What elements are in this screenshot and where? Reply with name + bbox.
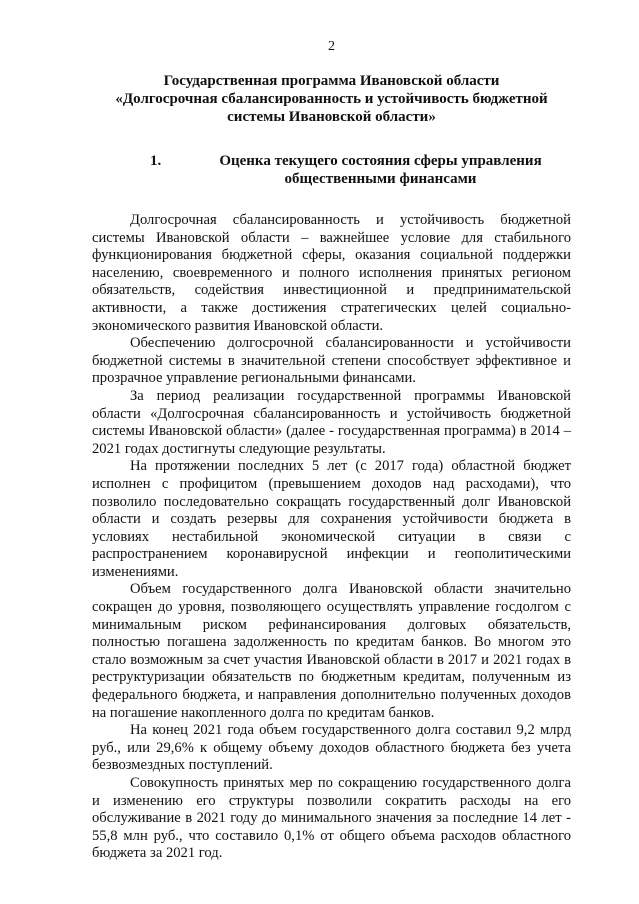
paragraph: На протяжении последних 5 лет (с 2017 года) областной бюджет исполнен с профицитом (превышением доходов над расходами), что позволило последовательно сокращать государственный долг Ивановской области и создать резервы для сохранения устойчивости бюджета в условиях нестабильной экономической ситуации в связи с распространением коронавирусной инфекции и геополитическими изменениями. [92, 458, 571, 580]
body-text [92, 212, 571, 863]
section-title [210, 152, 571, 188]
section-heading [92, 152, 571, 188]
paragraph: Объем государственного долга Ивановской области значительно сокращен до уровня, позволяющего осуществлять управление госдолгом с минимальным риском рефинансирования долговых обязательств, полностью погашена задолженность по кредитам банков. Во многом это стало возможным за счет участия Ивановской области в 2017 и 2021 годах в реструктуризации обязательств по бюджетным кредитам, полученным из федерального бюджета, и направления дополнительно полученных доходов на погашение накопленного долга по кредитам банков. [92, 581, 571, 721]
page-number: 2 [328, 39, 335, 54]
section-title-line-1: Оценка текущего состояния сферы управления [219, 153, 542, 169]
section-number: 1. [150, 153, 162, 169]
program-title-line-1: Государственная программа Ивановской области [163, 73, 500, 89]
program-title-line-2: «Долгосрочная сбалансированность и устойчивость бюджетной [115, 91, 548, 107]
paragraph: Долгосрочная сбалансированность и устойчивость бюджетной системы Ивановской области – важнейшее условие для стабильного функционирования бюджетной сферы, оказания социальной поддержки населению, своевременного и полного исполнения принятых регионом обязательств, содействия инвестиционной и предпринимательской активности, а также достижения стратегических целей социально-экономического развития Ивановской области. [92, 212, 571, 334]
paragraph: За период реализации государственной программы Ивановской области «Долгосрочная сбалансированность и устойчивость бюджетной системы Ивановской области» (далее - государственная программа) в 2014 – 2021 годах достигнуты следующие результаты. [92, 387, 571, 457]
program-title-line-3: системы Ивановской области» [227, 109, 436, 125]
paragraph: Обеспечению долгосрочной сбалансированности и устойчивости бюджетной системы в значительной степени способствует эффективное и прозрачное управление региональными финансами. [92, 335, 571, 387]
program-title [92, 72, 571, 126]
paragraph: На конец 2021 года объем государственного долга составил 9,2 млрд руб., или 29,6% к общему объему доходов областного бюджета без учета безвозмездных поступлений. [92, 722, 571, 774]
paragraph: Совокупность принятых мер по сокращению государственного долга и изменению его структуры позволили сократить расходы на его обслуживание в 2021 году до минимального значения за последние 14 лет - 55,8 млн руб., что составило 0,1% от общего объема расходов областного бюджета за 2021 год. [92, 775, 571, 862]
section-title-line-2: общественными финансами [284, 171, 477, 187]
